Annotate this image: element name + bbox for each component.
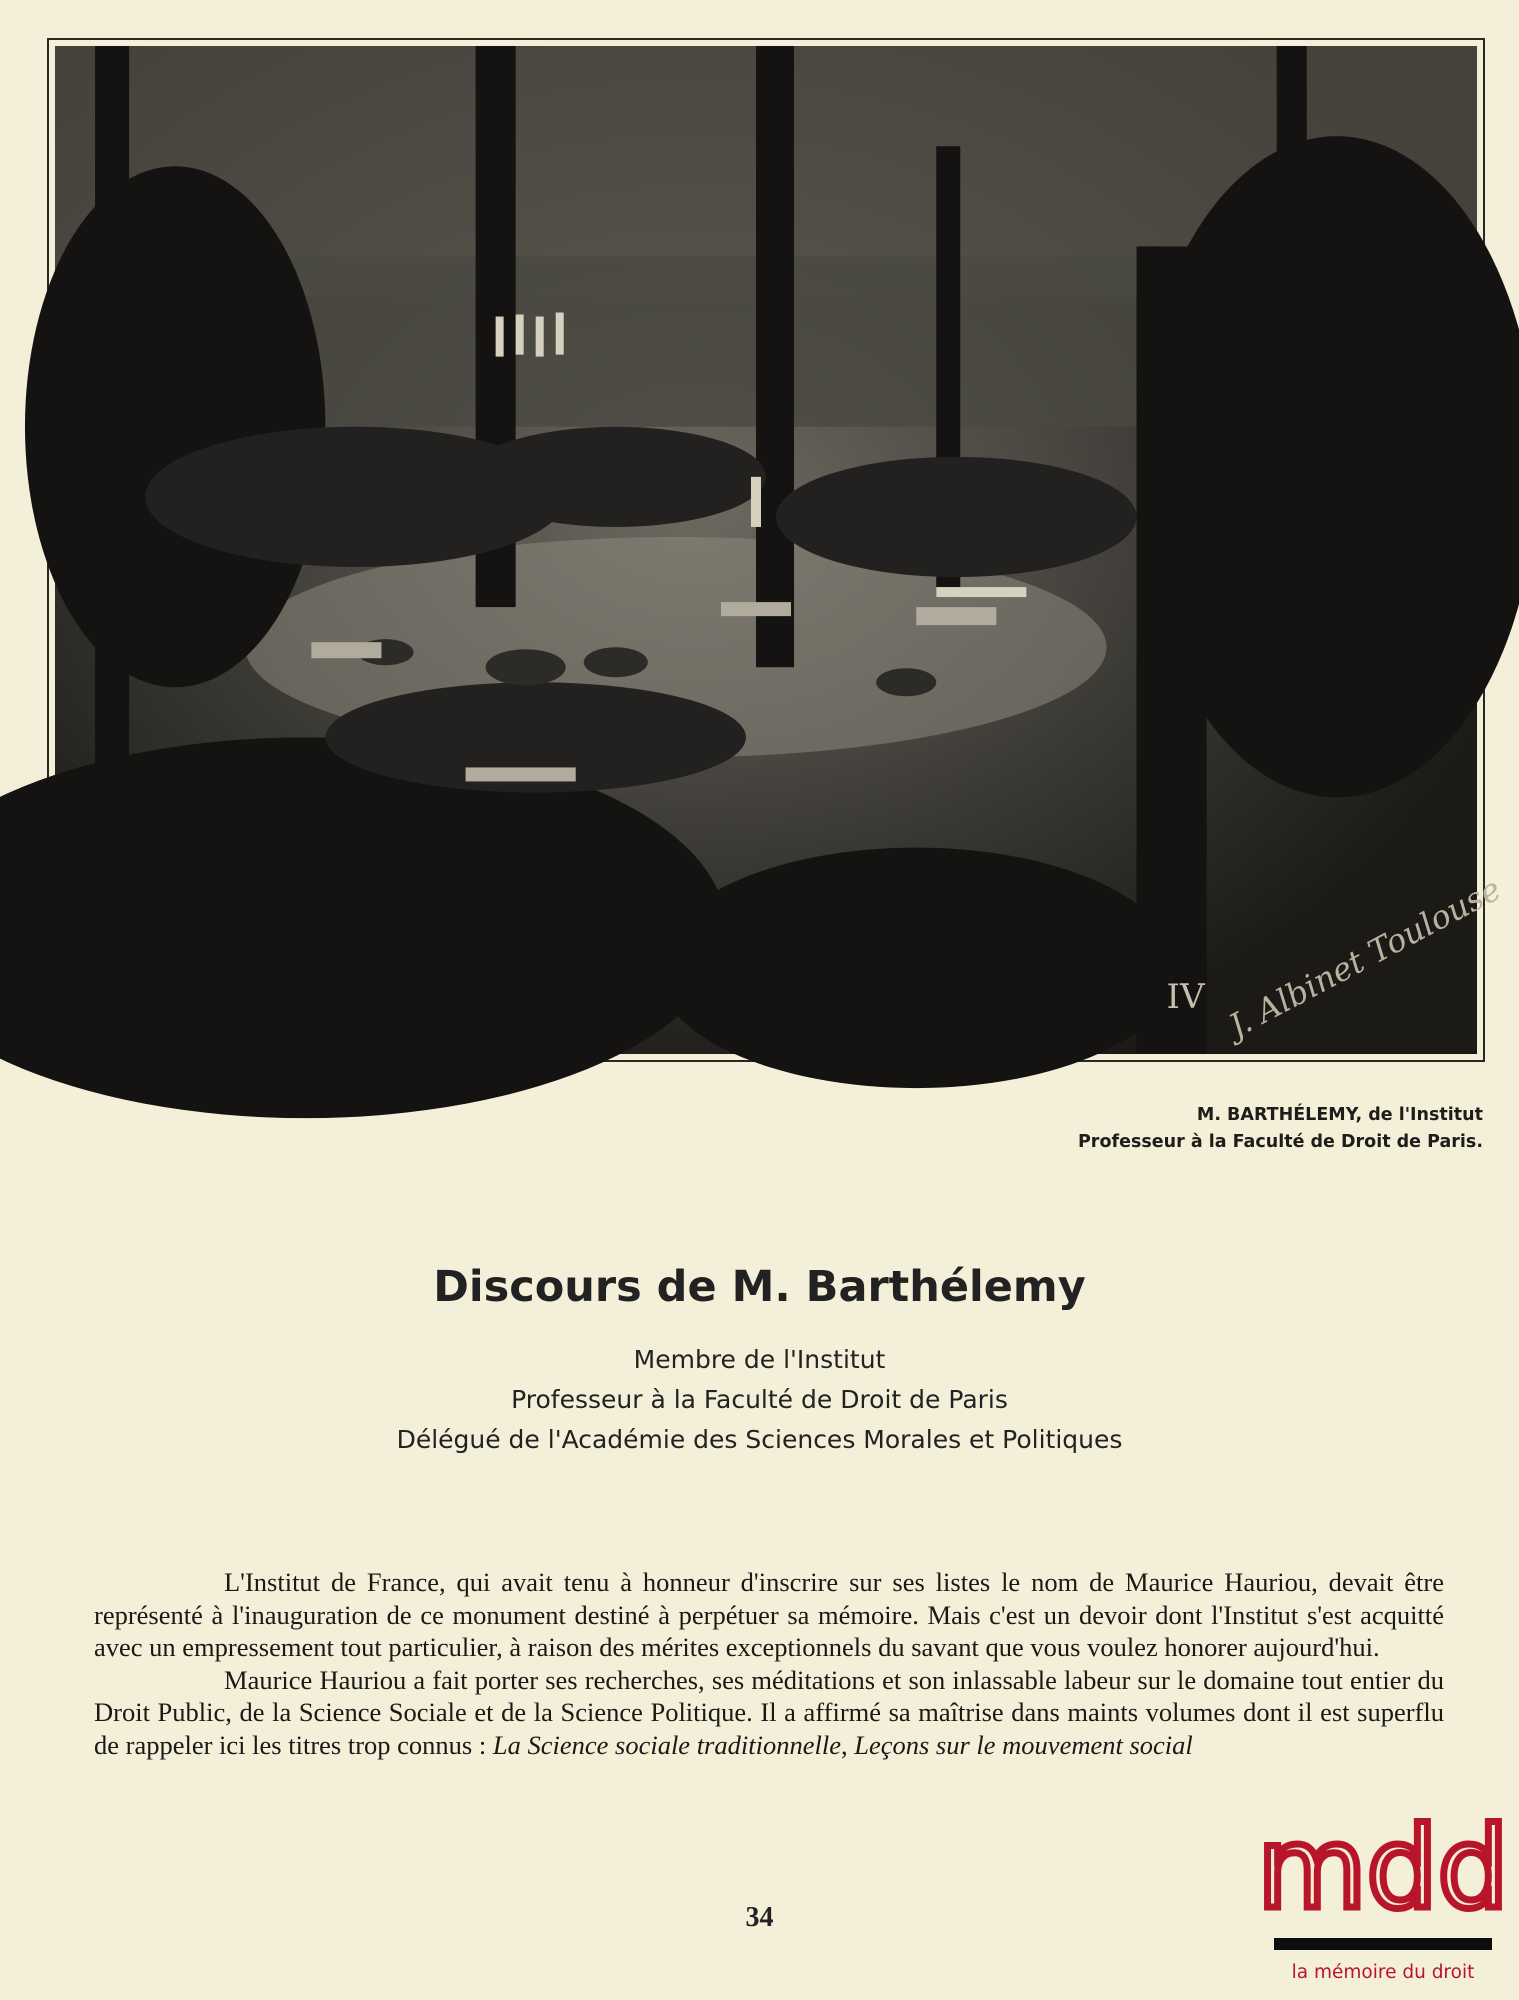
book-title-2: Leçons sur le mouvement social bbox=[854, 1729, 1193, 1760]
speaker-title-2: Professeur à la Faculté de Droit de Paris bbox=[511, 1385, 1008, 1414]
title-separator: , bbox=[840, 1729, 855, 1760]
paragraph-1: L'Institut de France, qui avait tenu à honneur d'inscrire sur ses listes le nom de Maurice Hauriou, devait être représenté à l'inauguration de ce monument destiné à perpétuer sa mémoire. Mais c'est un devoir dont l'Institut s'est acquitté avec un empressement tout particulier, à raison des mérites exceptionnels du savant que vous voulez honorer aujourd'hui. bbox=[94, 1567, 1444, 1662]
mdd-logo-mark bbox=[1257, 1804, 1509, 1934]
ceremony-photo-image bbox=[55, 46, 1507, 1054]
speaker-title-3: Délégué de l'Académie des Sciences Morales et Politiques bbox=[396, 1425, 1123, 1454]
caption-line-1: M. BARTHÉLEMY, de l'Institut bbox=[1196, 1105, 1483, 1125]
page-number: 34 bbox=[745, 1902, 774, 1933]
mdd-logo-letters: mdd bbox=[1257, 1804, 1509, 1934]
paragraph-2 bbox=[94, 1664, 1444, 1762]
photo-caption bbox=[1078, 1102, 1483, 1156]
speaker-title-1: Membre de l'Institut bbox=[633, 1345, 886, 1374]
paragraph-2-text: Maurice Hauriou a fait porter ses recherches, ses méditations et son inlassable labeur sur le domaine tout entier du Droit Public, de la Science Sociale et de la Science Politique. Il a affirmé sa maîtrise dans maints volumes dont il est superflu de rappeler ici les titres trop connus : bbox=[94, 1664, 1444, 1760]
mdd-logo-tagline: la mémoire du droit bbox=[1291, 1962, 1475, 1983]
speech-title: Discours de M. Barthélemy bbox=[433, 1262, 1086, 1312]
photo-plate-number: IV bbox=[1166, 976, 1205, 1017]
ceremony-photograph bbox=[47, 38, 1507, 1062]
speech-body bbox=[94, 1566, 1444, 1761]
photographer-signature: J. Albinet Toulouse bbox=[1222, 869, 1507, 1046]
book-title-1: La Science sociale traditionnelle bbox=[492, 1729, 841, 1760]
logo-underline-bar bbox=[1274, 1938, 1492, 1950]
speaker-titles bbox=[0, 1340, 1519, 1460]
mdd-logo[interactable] bbox=[1257, 1804, 1509, 1997]
caption-line-2: Professeur à la Faculté de Droit de Paris. bbox=[1077, 1132, 1483, 1152]
